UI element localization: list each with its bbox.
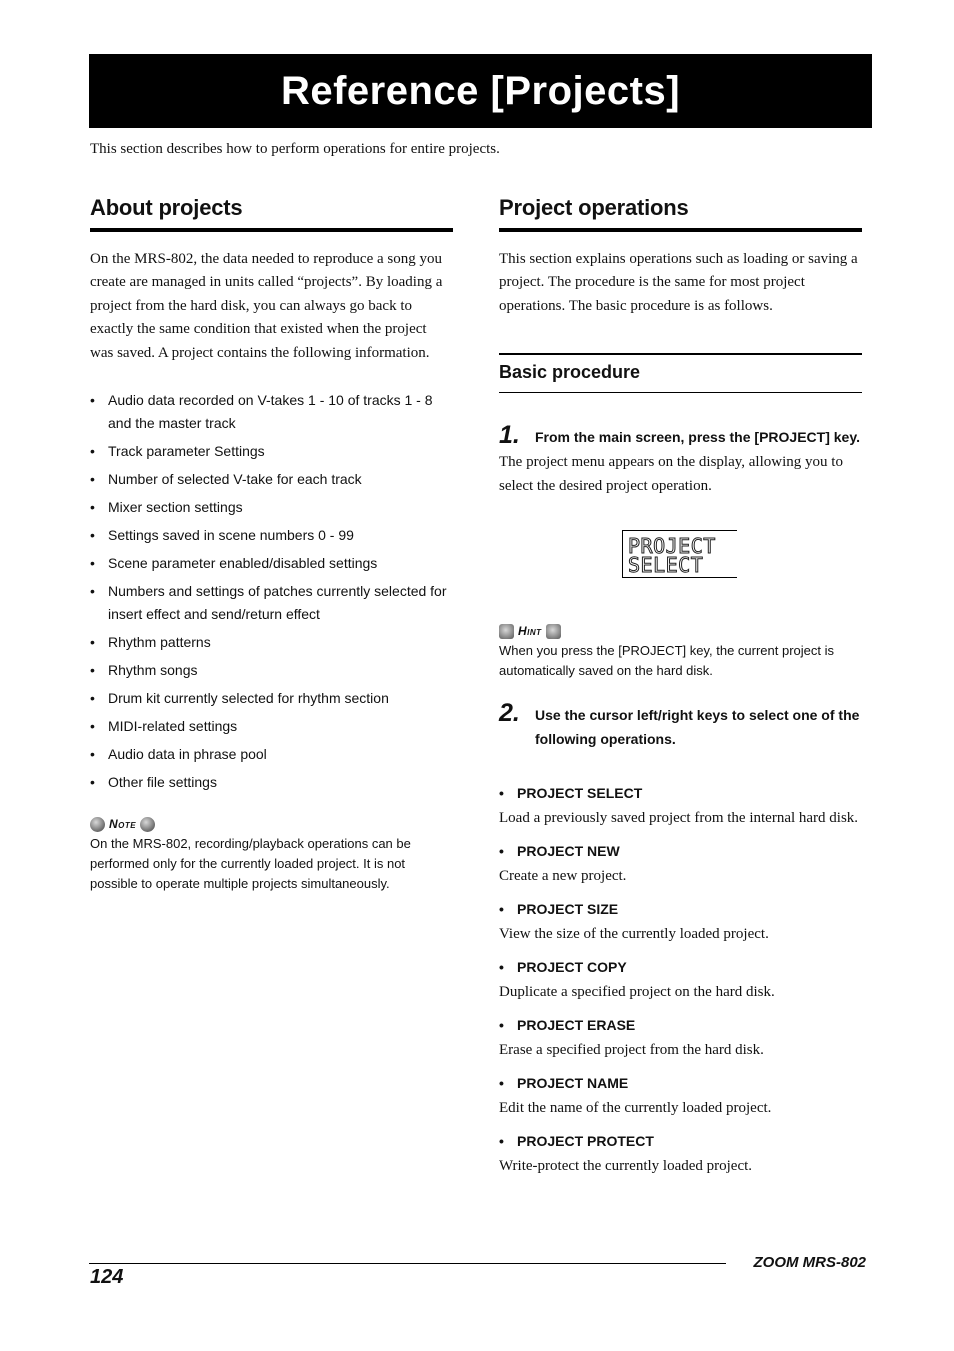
hint-square-icon (499, 624, 514, 639)
note-label: Note (109, 817, 137, 832)
list-item: • Other file settings (90, 774, 217, 791)
operation-description: Edit the name of the currently loaded project. (499, 1100, 772, 1117)
operation-name: PROJECT PROTECT (517, 1133, 654, 1150)
brand-name: ZOOM MRS-802 (753, 1254, 866, 1271)
list-item: • PROJECT ERASE Erase a specified project from the hard disk. (499, 1015, 862, 1060)
operation-description: View the size of the currently loaded project. (499, 926, 769, 943)
note-header (90, 814, 453, 834)
hint-square-icon (546, 624, 561, 639)
list-item: • Audio data in phrase pool (90, 746, 267, 763)
operation-description: Duplicate a specified project on the hard disk. (499, 984, 775, 1001)
operation-name: PROJECT ERASE (517, 1017, 636, 1034)
step-instruction: Use the cursor left/right keys to select one of the following operations. (535, 707, 860, 748)
list-item: • Settings saved in scene numbers 0 - 99 (90, 527, 354, 544)
note-box (90, 814, 453, 894)
note-ball-icon (90, 817, 105, 832)
note-text: On the MRS-802, recording/playback operations can be performed only for the currently loaded project. It is not possible to operate multiple projects simultaneously. (90, 836, 411, 892)
operation-name: PROJECT SIZE (517, 901, 619, 918)
about-projects-heading: About projects (90, 194, 453, 232)
list-item: • Drum kit currently selected for rhythm section (90, 690, 389, 707)
list-item: • PROJECT NAME Edit the name of the currently loaded project. (499, 1073, 862, 1118)
project-contents-list (90, 389, 453, 794)
list-item: • Rhythm songs (90, 662, 198, 679)
title-bar (89, 54, 872, 128)
operation-description: Write-protect the currently loaded project. (499, 1158, 753, 1175)
list-item: • PROJECT COPY Duplicate a specified project on the hard disk. (499, 957, 862, 1002)
project-operations-heading: Project operations (499, 194, 862, 232)
lcd-line-1: PROJECT (628, 534, 716, 559)
step-1-description: The project menu appears on the display, allowing you to select the desired project operation. (499, 454, 843, 494)
hint-header (499, 621, 862, 641)
hint-label: Hint (518, 624, 542, 639)
page-title: Reference [Projects] (280, 69, 681, 113)
step-1 (499, 423, 862, 449)
note-ball-icon (140, 817, 155, 832)
project-operations-paragraph: This section explains operations such as loading or saving a project. The procedure is the same for most project operations. The basic procedure is as follows. (499, 251, 858, 314)
step-instruction: From the main screen, press the [PROJECT] key. (535, 429, 860, 446)
operation-name: PROJECT NAME (517, 1075, 629, 1092)
basic-procedure-heading: Basic procedure (499, 353, 862, 393)
list-item: • Number of selected V-take for each track (90, 471, 362, 488)
list-item: • PROJECT SIZE View the size of the currently loaded project. (499, 899, 862, 944)
about-projects-paragraph: On the MRS-802, the data needed to reproduce a song you create are managed in units called “projects”. By loading a project from the hard disk, you can always go back to exactly the same condition that existed when the project was saved. A project contains the following information. (90, 251, 443, 361)
operation-description: Load a previously saved project from the internal hard disk. (499, 810, 859, 827)
project-operations-column (499, 194, 862, 1189)
hint-box (499, 621, 862, 681)
list-item: • PROJECT PROTECT Write-protect the currently loaded project. (499, 1131, 862, 1176)
footer-rule (89, 1263, 726, 1264)
hint-text: When you press the [PROJECT] key, the current project is automatically saved on the hard disk. (499, 643, 834, 679)
list-item: • Scene parameter enabled/disabled settings (90, 555, 378, 572)
list-item: • PROJECT SELECT Load a previously saved project from the internal hard disk. (499, 783, 862, 828)
operation-name: PROJECT NEW (517, 843, 620, 860)
operation-description: Erase a specified project from the hard disk. (499, 1042, 764, 1059)
step-number: 2. (499, 699, 520, 728)
list-item: • Numbers and settings of patches currently selected for insert effect and send/return effect (90, 583, 447, 623)
operations-list (499, 783, 862, 1176)
lcd-line-2: SELECT (628, 553, 704, 578)
list-item: • MIDI-related settings (90, 718, 238, 735)
list-item: • Audio data recorded on V-takes 1 - 10 of tracks 1 - 8 and the master track (90, 392, 433, 432)
lcd-display (622, 530, 737, 578)
intro-text: This section describes how to perform operations for entire projects. (90, 141, 500, 157)
list-item: • Track parameter Settings (90, 443, 265, 460)
operation-name: PROJECT COPY (517, 959, 627, 976)
operation-name: PROJECT SELECT (517, 785, 643, 802)
about-projects-column (90, 194, 453, 894)
step-number: 1. (499, 421, 520, 450)
list-item: • Rhythm patterns (90, 634, 211, 651)
operation-description: Create a new project. (499, 868, 627, 885)
list-item: • PROJECT NEW Create a new project. (499, 841, 862, 886)
step-2 (499, 701, 862, 751)
page-number: 124 (90, 1266, 124, 1288)
list-item: • Mixer section settings (90, 499, 243, 516)
